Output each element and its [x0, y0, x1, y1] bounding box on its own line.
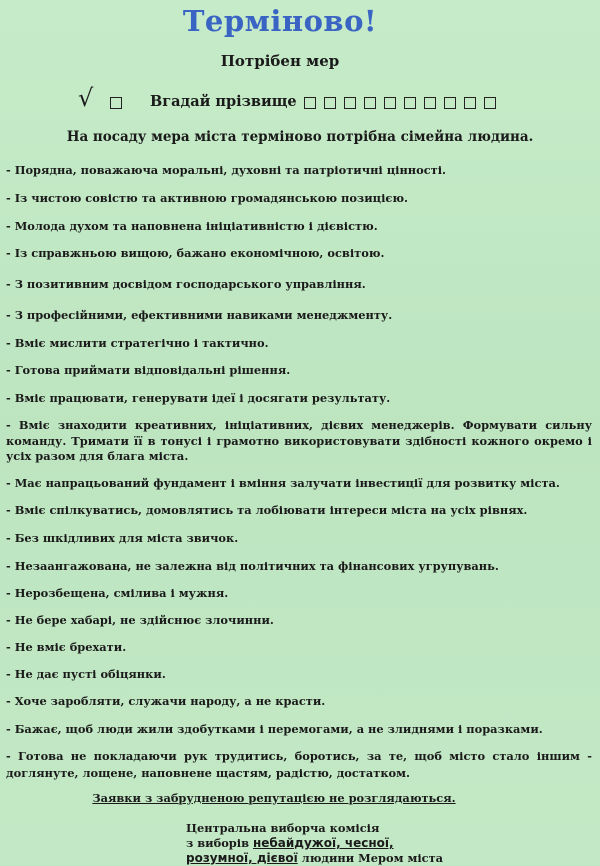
letter-box[interactable] — [304, 97, 316, 109]
surname-letter-boxes — [304, 96, 504, 113]
check-mark-icon: √ — [78, 84, 94, 112]
list-item: - Не вміє брехати. — [6, 640, 127, 654]
letter-box[interactable] — [444, 97, 456, 109]
list-item: - Має напрацьований фундамент і вміння залучати інвестиції для розвитку міста. — [6, 476, 560, 490]
letter-box[interactable] — [344, 97, 356, 109]
list-item: - Без шкідливих для міста звичок. — [6, 531, 239, 545]
list-item: - Готова приймати відповідальні рішення. — [6, 363, 291, 377]
list-item: - Вміє спілкуватись, домовлятись та лобіювати інтереси міста на усіх рівнях. — [6, 503, 528, 517]
signature-line-1: Центральна виборча комісія — [186, 821, 380, 835]
list-item: - Із чистою совістю та активною громадянською позицією. — [6, 191, 408, 205]
list-item: - З професійними, ефективними навиками менеджменту. — [6, 308, 393, 322]
checkbox[interactable] — [110, 97, 122, 109]
letter-box[interactable] — [484, 97, 496, 109]
intro-text: На посаду мера міста терміново потрібна сімейна людина. — [66, 129, 534, 145]
signature-suffix: людини Мером міста — [297, 851, 444, 865]
list-item: - Хоче заробляти, служачи народу, а не красти. — [6, 694, 326, 708]
guess-surname-label: Вгадай прізвище — [150, 93, 297, 110]
letter-box[interactable] — [384, 97, 396, 109]
letter-box[interactable] — [404, 97, 416, 109]
letter-box[interactable] — [364, 97, 376, 109]
list-item: - Незаангажована, не залежна від політичних та фінансових угрупувань. — [6, 559, 499, 573]
list-item: - Бажає, щоб люди жили здобутками і перемогами, а не злиднями і поразками. — [6, 722, 543, 736]
guess-surname-row — [78, 84, 558, 114]
list-item: - Готова не покладаючи рук трудитись, боротись, за те, щоб місто стало іншим - доглянуте, лощене, наповнене щастям, радістю, достатком. — [6, 749, 592, 780]
list-item: - Вміє мислити стратегічно і тактично. — [6, 336, 269, 350]
footer-note: Заявки з забрудненою репутацією не розглядаються. — [92, 791, 456, 805]
letter-box[interactable] — [324, 97, 336, 109]
list-item: - Порядна, поважаюча моральні, духовні та патріотичні цінності. — [6, 163, 446, 177]
list-item: - Нерозбещена, смілива і мужня. — [6, 586, 229, 600]
letter-box[interactable] — [464, 97, 476, 109]
page-title: Терміново! — [182, 4, 378, 38]
list-item: - Вміє знаходити креативних, ініціативних, дієвих менеджерів. Формувати сильну команду. Тримати її в тонусі і грамотно використовувати здібності кожного окремо і усіх разом для блага міста. — [6, 418, 592, 463]
page-subtitle: Потрібен мер — [220, 52, 340, 70]
list-item: - Молода духом та наповнена ініціативністю і дієвістю. — [6, 219, 378, 233]
list-item: - Не дає пусті обіцянки. — [6, 667, 166, 681]
signature-line-3 — [186, 851, 443, 866]
handwritten-text: небайдужої, чесної, — [252, 836, 394, 850]
list-item: - З позитивним досвідом господарського управління. — [6, 277, 366, 291]
list-item: - Не бере хабарі, не здійснює злочинни. — [6, 613, 274, 627]
signature-line-2 — [186, 836, 394, 851]
list-item: - Вміє працювати, генерувати ідеї і досягати результату. — [6, 391, 391, 405]
signature-prefix: з виборів — [186, 836, 253, 850]
list-item: - Із справжньою вищою, бажано економічною, освітою. — [6, 246, 385, 260]
handwritten-text: розумної, дієвої — [186, 851, 298, 865]
letter-box[interactable] — [424, 97, 436, 109]
